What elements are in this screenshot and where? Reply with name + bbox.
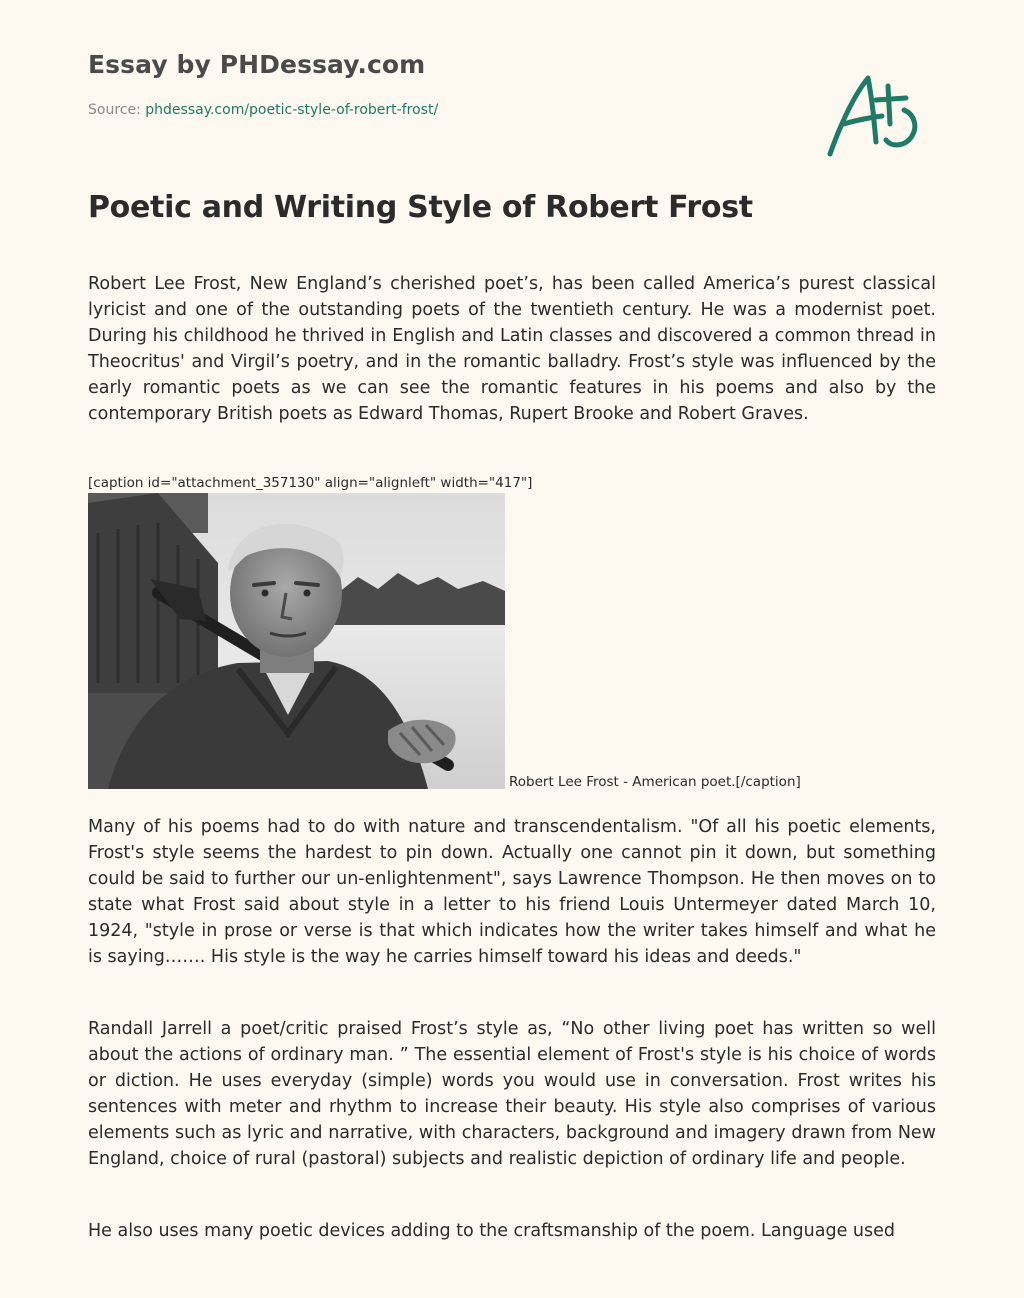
a-plus-logo-icon — [818, 64, 930, 164]
portrait-photo — [88, 493, 505, 789]
site-brand[interactable]: Essay by PHDessay.com — [88, 50, 426, 79]
page-title: Poetic and Writing Style of Robert Frost — [88, 190, 753, 225]
paragraph-jarrell: Randall Jarrell a poet/critic praised Frost’s style as, “No other living poet has written so well about the actions of ordinary man. ” The essential element of Frost's style is his choice of words or diction. He uses everyday (simple) words you would use in conversation. Frost writes his sentences with meter and rhythm to increase their beauty. His style also comprises of various elements such as lyric and narrative, with characters, background and imagery drawn from New England, choice of rural (pastoral) subjects and realistic depiction of ordinary life and people. — [88, 1019, 936, 1169]
caption-shortcode: [caption id="attachment_357130" align="alignleft" width="417"] — [88, 475, 533, 491]
image-caption: Robert Lee Frost - American poet.[/caption] — [509, 774, 801, 790]
paragraph-nature: Many of his poems had to do with nature and transcendentalism. "Of all his poetic elements, Frost's style seems the hardest to pin down. Actually one cannot pin it down, but something could be said to further our un-enlightenment", says Lawrence Thompson. He then moves on to state what Frost said about style in a letter to his friend Louis Untermeyer dated March 10, 1924, "style in prose or verse is that which indicates how the writer takes himself and what he is saying……. His style is the way he carries himself toward his ideas and deeds." — [88, 817, 936, 967]
paragraph-devices: He also uses many poetic devices adding to the craftsmanship of the poem. Language used — [88, 1221, 895, 1241]
paragraph-intro: Robert Lee Frost, New England’s cherished poet’s, has been called America’s purest classical lyricist and one of the outstanding poets of the twentieth century. He was a modernist poet. During his childhood he thrived in English and Latin classes and discovered a common thread in Theocritus' and Virgil’s poetry, and in the romantic balladry. Frost’s style was influenced by the early romantic poets as we can see the romantic features in his poems and also by the contemporary British poets as Edward Thomas, Rupert Brooke and Robert Graves. — [88, 274, 936, 424]
source-line — [88, 102, 438, 118]
source-label: Source: — [88, 102, 141, 118]
source-link[interactable]: phdessay.com/poetic-style-of-robert-frost/ — [145, 102, 439, 118]
